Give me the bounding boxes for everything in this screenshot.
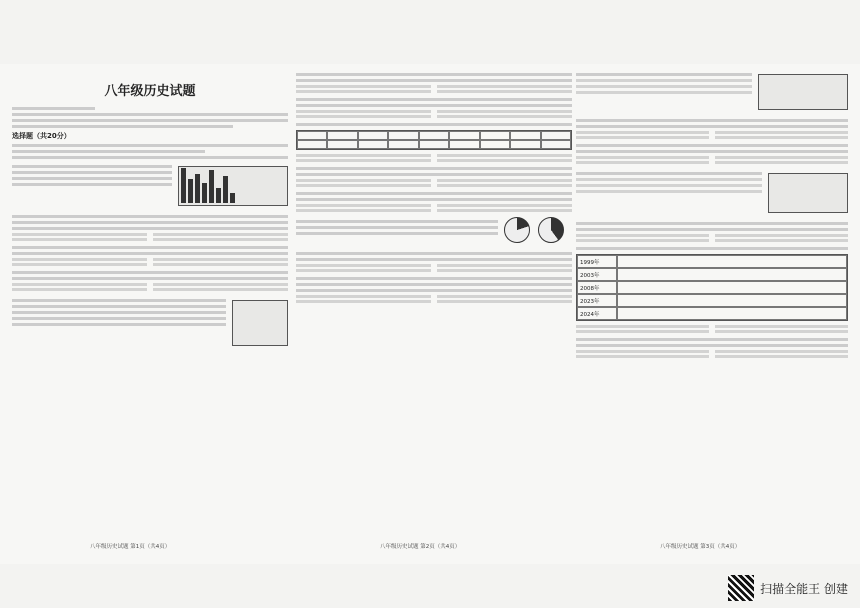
timeline-year: 1999年 <box>577 255 617 268</box>
timeline-year: 2003年 <box>577 268 617 281</box>
timeline-year: 2023年 <box>577 294 617 307</box>
q11-pie-charts <box>504 217 572 247</box>
page-1 <box>12 70 288 548</box>
page-title: 八年级历史试题 <box>104 84 196 99</box>
q19-timeline-table <box>576 254 848 321</box>
q14-notes-box <box>758 74 848 110</box>
timeline-year: 2024年 <box>577 307 617 320</box>
section-heading: 选择题（共20分） <box>12 132 71 140</box>
q1-bar-figure <box>178 166 288 206</box>
q8-data-table <box>296 130 572 150</box>
page-3 <box>576 70 848 548</box>
brand-label: 扫描全能王 创建 <box>760 581 848 596</box>
qr-code-icon <box>728 575 754 601</box>
timeline-year: 2008年 <box>577 281 617 294</box>
page-2 <box>296 70 572 548</box>
footer-page-1: 八年级历史试题 第1页（共4页） <box>90 544 171 550</box>
q6-document-image <box>232 300 288 346</box>
scanner-watermark <box>728 575 848 601</box>
footer-page-2: 八年级历史试题 第2页（共4页） <box>380 544 461 550</box>
q17-cartoon-image <box>768 173 848 213</box>
footer-page-3: 八年级历史试题 第3页（共4页） <box>660 544 741 550</box>
question-1 <box>12 156 288 210</box>
